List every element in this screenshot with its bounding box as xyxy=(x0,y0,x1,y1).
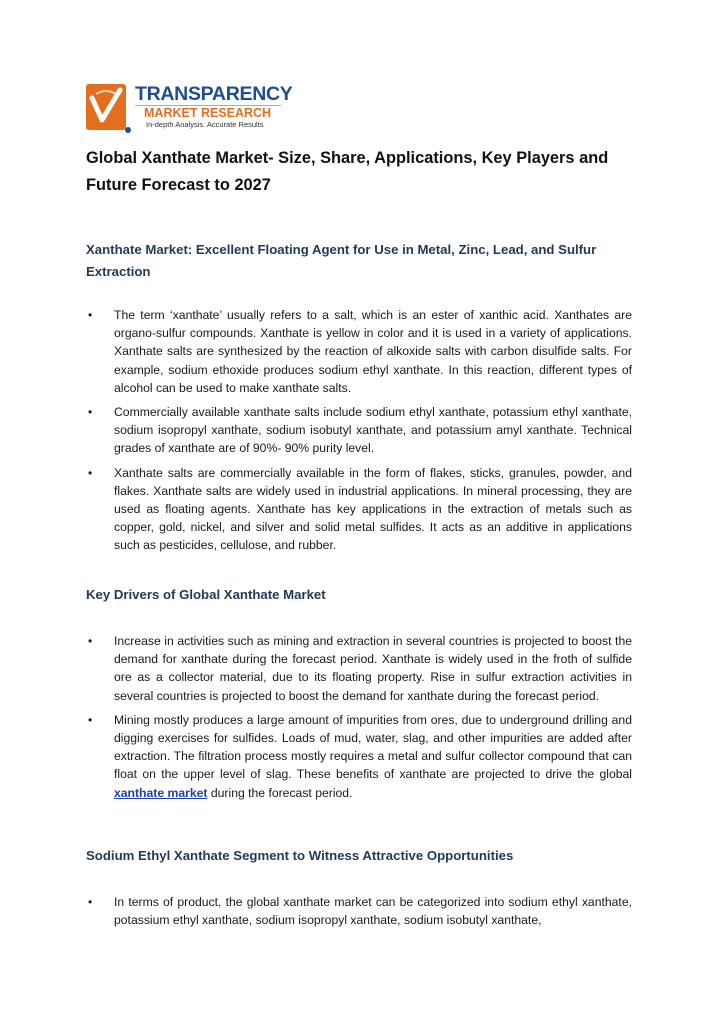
list-item xyxy=(86,632,632,705)
section-heading: Sodium Ethyl Xanthate Segment to Witness Attractive Opportunities xyxy=(86,848,514,863)
bullet-icon: • xyxy=(88,712,93,727)
bullet-list xyxy=(86,306,632,561)
list-item-text-start: Mining mostly produces a large amount of impurities from ores, due to underground drilling and digging exercises for sulfides. Loads of mud, water, slag, and other impurities are added after extraction. The filtration process mostly requires a metal and sulfur collector compound that can float on the upper level of slag. These benefits of xanthate are projected to drive the global xyxy=(114,712,632,782)
xanthate-market-link[interactable]: xanthate market xyxy=(114,785,208,800)
section-heading: Key Drivers of Global Xanthate Market xyxy=(86,587,326,602)
bullet-list xyxy=(86,632,632,808)
logo-subtitle: MARKET RESEARCH xyxy=(144,106,272,120)
list-item-text-end: during the forecast period. xyxy=(207,785,353,800)
list-item xyxy=(86,464,632,555)
section-heading: Xanthate Market: Excellent Floating Agent for Use in Metal, Zinc, Lead, and Sulfur Extraction xyxy=(86,242,597,279)
bullet-icon: • xyxy=(88,308,93,322)
bullet-icon: • xyxy=(88,634,93,648)
bullet-list xyxy=(86,893,632,935)
logo-name: TRANSPARENCY xyxy=(135,83,293,105)
company-logo xyxy=(86,83,293,136)
list-item xyxy=(86,711,632,802)
list-item xyxy=(86,403,632,458)
bullet-icon: • xyxy=(88,405,93,420)
list-item-text: Xanthate salts are commercially available in the form of flakes, sticks, granules, powder, and flakes. Xanthate salts are widely used in industrial applications. In mineral processing, they are used as floating agents. Xanthate has key applications in the extraction of metals such as copper, gold, nickel, and silver and solid metal sulfides. It acts as an additive in applications such as pesticides, cellulose, and rubber. xyxy=(114,465,632,553)
document-title: Global Xanthate Market- Size, Share, Applications, Key Players and Future Forecast to 2027 xyxy=(86,149,609,194)
list-item xyxy=(86,893,632,929)
bullet-icon: • xyxy=(88,895,93,909)
list-item xyxy=(86,306,632,397)
list-item-text: The term ‘xanthate’ usually refers to a salt, which is an ester of xanthic acid. Xanthates are organo-sulfur compounds. Xanthate is yellow in color and it is used in a variety of applications. Xanthate salts are synthesized by the reaction of alkoxide salts with carbon disulfide salts. For example, sodium ethoxide produces sodium ethyl xanthate. In this reaction, different types of alcohol can be used to make xanthate salts. xyxy=(114,308,632,395)
bullet-icon: • xyxy=(88,465,93,480)
logo-tagline: In-depth Analysis. Accurate Results xyxy=(146,120,264,129)
list-item-text: Commercially available xanthate salts include sodium ethyl xanthate, potassium ethyl xanthate, sodium isopropyl xanthate, sodium isobutyl xanthate, and potassium amyl xanthate. Technical grades of xanthate are of 90%- 90% purity level. xyxy=(114,405,632,456)
list-item-text: In terms of product, the global xanthate market can be categorized into sodium ethyl xanthate, potassium ethyl xanthate, sodium isopropyl xanthate, sodium isobutyl xanthate, xyxy=(114,895,632,928)
list-item-text: Increase in activities such as mining and extraction in several countries is projected to boost the demand for xanthate during the forecast period. Xanthate is widely used in the froth of sulfide ore as a collector material, due to its floating property. Rise in sulfur extraction activities in several countries is projected to boost the demand for xanthate during the forecast period. xyxy=(114,634,632,703)
logo-mark-icon xyxy=(86,84,132,134)
